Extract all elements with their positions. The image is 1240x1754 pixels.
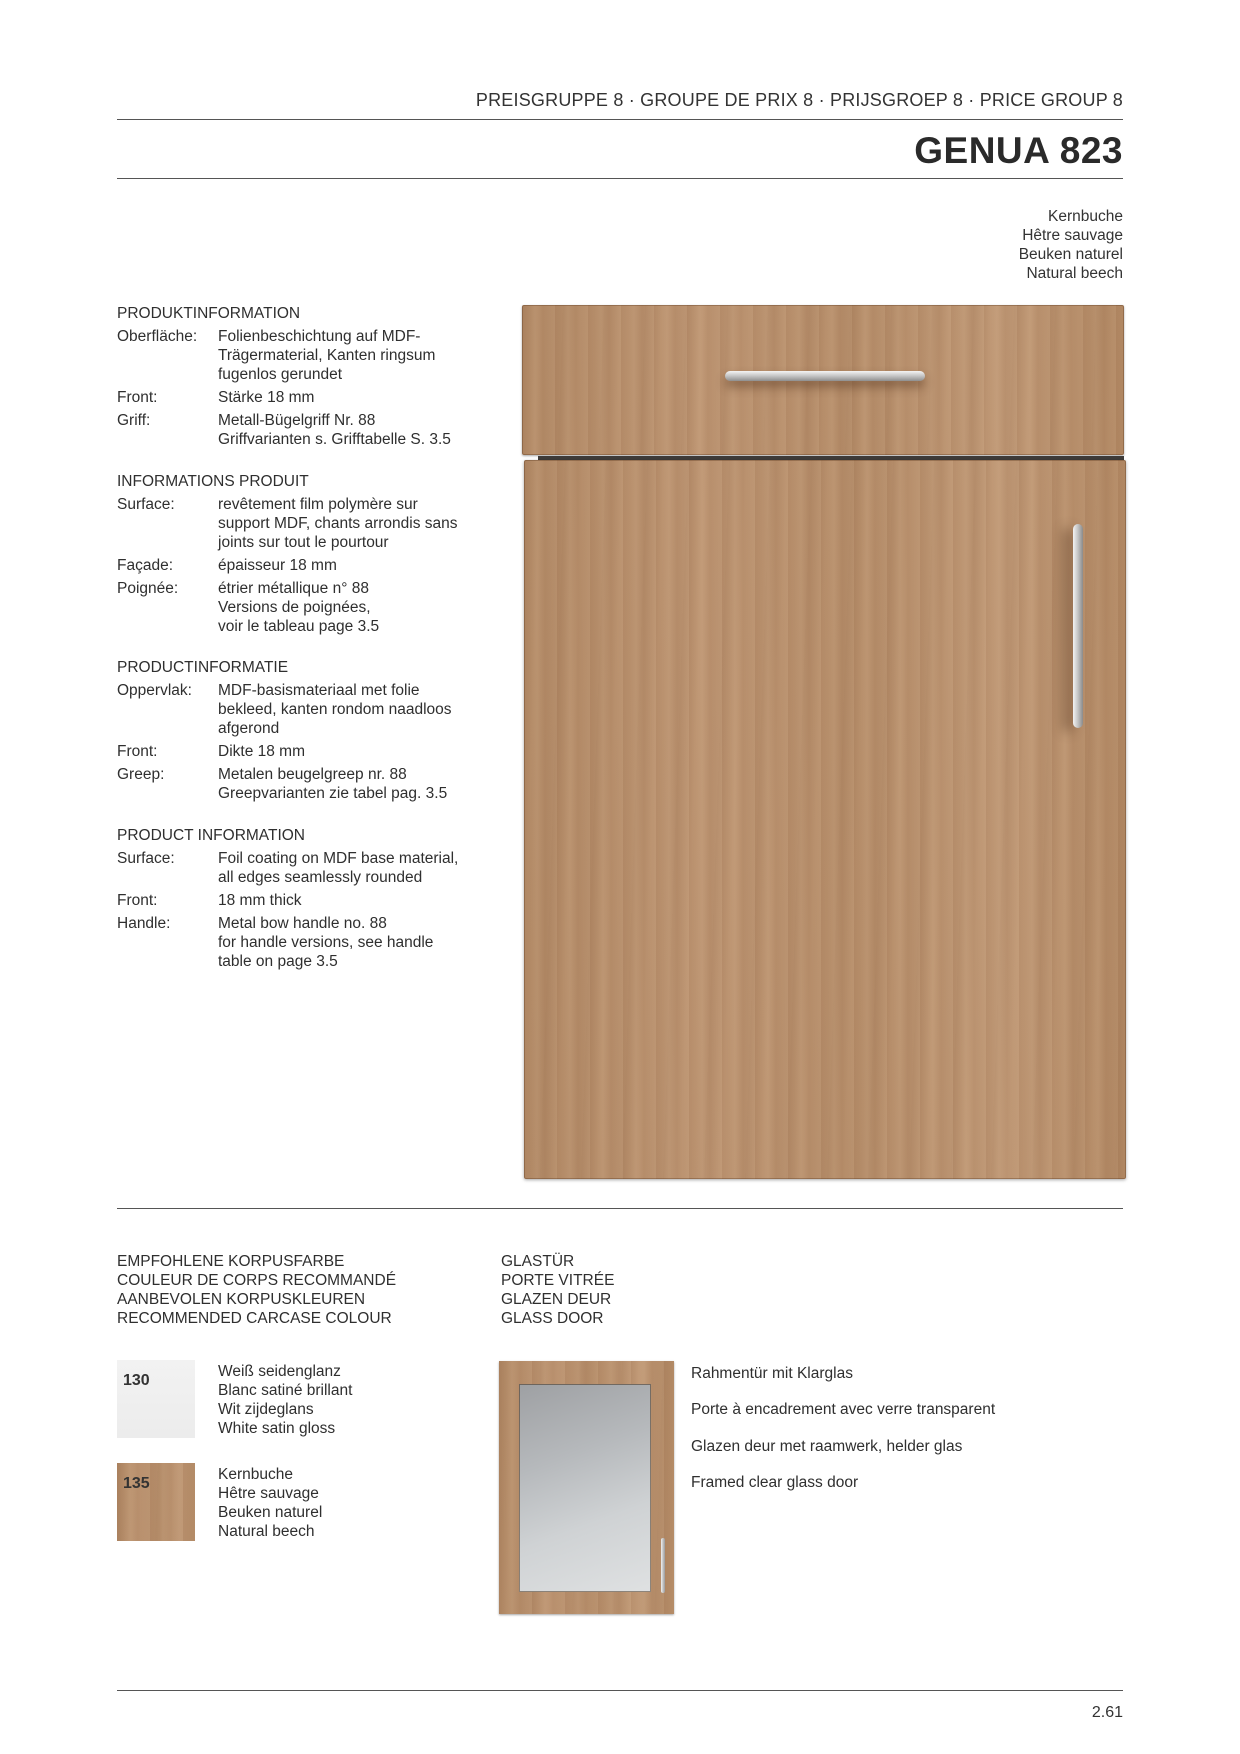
info-value: [218, 742, 497, 761]
info-row: [117, 411, 497, 449]
glass-door-desc-fr: Porte à encadrement avec verre transparent: [691, 1401, 996, 1418]
info-key: Surface:: [117, 496, 175, 513]
info-value: [218, 495, 497, 552]
drawer-handle-image: [725, 371, 925, 381]
page-number: 2.61: [1091, 1704, 1123, 1721]
info-key: Handle:: [117, 915, 171, 932]
swatch-name: Hêtre sauvage: [218, 1485, 319, 1502]
info-row: [117, 742, 497, 761]
info-value: [218, 579, 497, 636]
carcase-heading: [117, 1252, 396, 1328]
info-line: Metall-Bügelgriff Nr. 88: [218, 412, 376, 429]
info-heading: PRODUKTINFORMATION: [117, 305, 301, 322]
color-swatch-130: [117, 1360, 195, 1438]
info-value: [218, 849, 497, 887]
info-line: étrier métallique n° 88: [218, 580, 369, 597]
info-line: joints sur tout le pourtour: [218, 534, 389, 551]
info-line: table on page 3.5: [218, 953, 338, 970]
heading-line: GLASS DOOR: [501, 1310, 604, 1327]
info-value: [218, 388, 497, 407]
info-value: [218, 914, 497, 971]
info-row: [117, 681, 497, 738]
info-row: [117, 388, 497, 407]
info-heading: PRODUCTINFORMATIE: [117, 659, 289, 676]
swatch-name: Blanc satiné brillant: [218, 1382, 353, 1399]
info-line: voir le tableau page 3.5: [218, 618, 380, 635]
swatch-code: 135: [123, 1475, 150, 1492]
info-line: revêtement film polymère sur: [218, 496, 418, 513]
product-info-fr: [117, 472, 497, 640]
info-key: Griff:: [117, 412, 151, 429]
glass-door-desc-nl: Glazen deur met raamwerk, helder glas: [691, 1438, 963, 1455]
info-line: support MDF, chants arrondis sans: [218, 515, 458, 532]
finish-name: Beuken naturel: [1018, 246, 1123, 263]
model-title: GENUA 823: [914, 130, 1123, 171]
info-row: [117, 914, 497, 971]
swatch-name: Wit zijdeglans: [218, 1401, 314, 1418]
info-row: [117, 765, 497, 803]
info-key: Oppervlak:: [117, 682, 192, 699]
info-key: Surface:: [117, 850, 175, 867]
info-row: [117, 849, 497, 887]
info-line: for handle versions, see handle: [218, 934, 434, 951]
swatch-names-130: [218, 1362, 352, 1438]
heading-line: COULEUR DE CORPS RECOMMANDÉ: [117, 1272, 397, 1289]
glass-door-desc-en: Framed clear glass door: [691, 1474, 859, 1491]
info-key: Front:: [117, 743, 158, 760]
title-divider: [117, 178, 1123, 179]
swatch-name: Kernbuche: [218, 1466, 293, 1483]
glass-pane: [519, 1384, 651, 1592]
info-key: Greep:: [117, 766, 165, 783]
finish-name: Hêtre sauvage: [1022, 227, 1123, 244]
heading-line: AANBEVOLEN KORPUSKLEUREN: [117, 1291, 366, 1308]
info-key: Oberfläche:: [117, 328, 198, 345]
info-line: Griffvarianten s. Grifftabelle S. 3.5: [218, 431, 451, 448]
info-row: [117, 495, 497, 552]
color-swatch-135: [117, 1463, 195, 1541]
section-divider: [117, 1208, 1123, 1209]
swatch-name: Beuken naturel: [218, 1504, 323, 1521]
info-line: Dikte 18 mm: [218, 743, 305, 760]
info-row: [117, 327, 497, 384]
info-line: all edges seamlessly rounded: [218, 869, 423, 886]
heading-line: EMPFOHLENE KORPUSFARBE: [117, 1253, 345, 1270]
info-line: Trägermaterial, Kanten ringsum: [218, 347, 436, 364]
info-line: Greepvarianten zie tabel pag. 3.5: [218, 785, 448, 802]
info-line: fugenlos gerundet: [218, 366, 343, 383]
glass-door-handle: [661, 1538, 665, 1593]
info-line: Stärke 18 mm: [218, 389, 315, 406]
info-heading: PRODUCT INFORMATION: [117, 827, 306, 844]
finish-name: Kernbuche: [1048, 208, 1123, 225]
info-line: Versions de poignées,: [218, 599, 371, 616]
info-key: Façade:: [117, 557, 174, 574]
finish-name: Natural beech: [1026, 265, 1123, 282]
info-value: [218, 411, 497, 449]
info-value: [218, 327, 497, 384]
info-line: afgerond: [218, 720, 280, 737]
heading-line: PORTE VITRÉE: [501, 1272, 615, 1289]
info-key: Poignée:: [117, 580, 179, 597]
info-value: [218, 681, 497, 738]
info-row: [117, 891, 497, 910]
heading-line: GLASTÜR: [501, 1253, 575, 1270]
info-line: Metal bow handle no. 88: [218, 915, 387, 932]
header-divider: [117, 119, 1123, 120]
glass-door-heading: [501, 1252, 614, 1328]
swatch-name: Natural beech: [218, 1523, 315, 1540]
door-handle-image: [1073, 524, 1083, 728]
price-group-header: PREISGRUPPE 8 · GROUPE DE PRIX 8 · PRIJSGROEP 8 · PRICE GROUP 8: [475, 90, 1123, 110]
info-row: [117, 556, 497, 575]
heading-line: GLAZEN DEUR: [501, 1291, 612, 1308]
glass-door-desc-de: Rahmentür mit Klarglas: [691, 1365, 853, 1382]
info-line: 18 mm thick: [218, 892, 302, 909]
swatch-code: 130: [123, 1372, 150, 1389]
heading-line: RECOMMENDED CARCASE COLOUR: [117, 1310, 392, 1327]
info-row: [117, 579, 497, 636]
product-info-de: [117, 304, 497, 453]
info-line: épaisseur 18 mm: [218, 557, 337, 574]
finish-names: [1019, 207, 1123, 283]
info-key: Front:: [117, 892, 158, 909]
product-info-nl: [117, 658, 497, 807]
info-value: [218, 556, 497, 575]
info-value: [218, 891, 497, 910]
swatch-name: White satin gloss: [218, 1420, 336, 1437]
product-info-en: [117, 826, 497, 975]
swatch-name: Weiß seidenglanz: [218, 1363, 341, 1380]
swatch-names-135: [218, 1465, 322, 1541]
info-line: bekleed, kanten rondom naadloos: [218, 701, 452, 718]
glass-door-image: [499, 1361, 674, 1614]
door-front-image: [524, 460, 1126, 1179]
info-value: [218, 765, 497, 803]
info-line: Folienbeschichtung auf MDF-: [218, 328, 421, 345]
info-line: MDF-basismateriaal met folie: [218, 682, 420, 699]
info-line: Foil coating on MDF base material,: [218, 850, 459, 867]
info-heading: INFORMATIONS PRODUIT: [117, 473, 309, 490]
footer-divider: [117, 1690, 1123, 1691]
info-line: Metalen beugelgreep nr. 88: [218, 766, 407, 783]
info-key: Front:: [117, 389, 158, 406]
